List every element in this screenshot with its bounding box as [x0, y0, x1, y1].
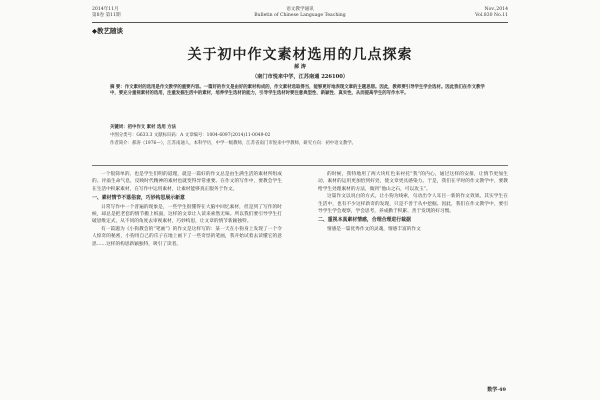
page-number: 数学·49: [487, 387, 506, 393]
keywords: 关键词：初中作文 素材 选用 方法: [110, 125, 177, 130]
right-column: [318, 171, 508, 233]
section-heading: 一、素材情节不落俗套，巧妙构思展示新意: [92, 195, 185, 202]
meta-divider: [92, 165, 508, 166]
author-affiliation: （南门市悦来中学，江苏南通 226100）: [251, 74, 349, 80]
paragraph: 情感是一篇优秀作文的灵魂，情感丰富的作文: [327, 226, 421, 232]
author-bio: 作者简介：郝涛（1976—），江苏南通人，本科学历，中学一级教师，江苏省南门市悦来中学教师，研究方向：初中语文教学。: [110, 141, 357, 146]
section-heading: 二、重视本真素材情感，合理合理进行裁据: [318, 217, 411, 224]
header-volume: [475, 7, 508, 19]
paragraph: 日常写作中一个普遍的现象是，一些学生很懂得在大脑中回忆素材，但是到了写作的时候，却总是把老套的情节搬上纸面，这样的文章让人读来索然无味。所以我们要引导学生打破思维定式，从不同的角度去审视素材，巧妙构思，让文章的情节新颖独特。: [92, 204, 282, 225]
paragraph: 一个很简单的、也是学生们明的道理，就是一篇好的作文总是由生满生活的素材所组成的。评溢生命气息，反映时代精神的素材也就变得异常重要。在作文的写作中，要教会学生在生活中积累素材，在写作中运用素材，让素材能够真正服务于作文。: [92, 172, 282, 192]
header-left-text: 2014年11月 第8卷 第11期: [92, 7, 121, 18]
paragraph: 有一篇题为《小狗教会的“笔画”》的作文是这样写的：某一天在小狗身上发现了一个令人惊奇的秘密，小狗用自己的爪子在地上画下了一些奇怪的笔画，我开始试着去读懂它的意思……这样的构思新颖独特，吸引了读者。: [92, 226, 282, 247]
article-title: 关于初中作文素材选用的几点探索: [187, 47, 413, 63]
classification-meta: 中图分类号：G633.3 文献标识码：A 文章编号：1004-6097(2014)11-0049-02: [110, 133, 271, 138]
running-header: [92, 7, 508, 27]
header-divider: [92, 22, 508, 23]
left-column: [92, 171, 282, 248]
paragraph: 的时候，我特地用了两大块红色来衬托“我”的内心，通过这样的安排，让情节更加生动，素材的运用更加恰到好处，使文章更具感染力。于是，我们在平时的作文教学中，要教给学生处理素材的方法，做到“他山之石，可以攻玉”。: [318, 172, 508, 192]
header-right-text: Nov.,2014 Vol.830 No.11: [475, 7, 508, 18]
header-journal: [92, 7, 508, 19]
header-center-text: 语文教学通讯 Bulletin of Chinese Language Teaching: [254, 7, 346, 18]
abstract: 摘 要：作文素材的选用是作文教学的重要内容。一篇好的作文是由好的素材构成的，作文素材选取得当，能够更好地表现文章的主题思想。因此，教师要引导学生学会选材。因此我们在作文教学中，要充分重视素材的选用，注重发掘生活中的素材，培养学生选材的能力，引导学生选材时要注意典型性、新颖性、真实性，从而提高学生的写作水平。: [110, 85, 485, 96]
author-name: 郝 涛: [294, 64, 306, 70]
paragraph: 这篇作文以说白的方式，让小狗为线索，句动出令人耳目一新的作文效果。其实学生在生活中，也有不少这样新奇的发现，只是不善于从中挖掘。因此，我们在作文教学中，要引导学生学会观察，学会思考，养成勤于积累、善于发现的好习惯。: [318, 194, 508, 215]
column-tag: ◆教艺随谈: [92, 27, 123, 35]
